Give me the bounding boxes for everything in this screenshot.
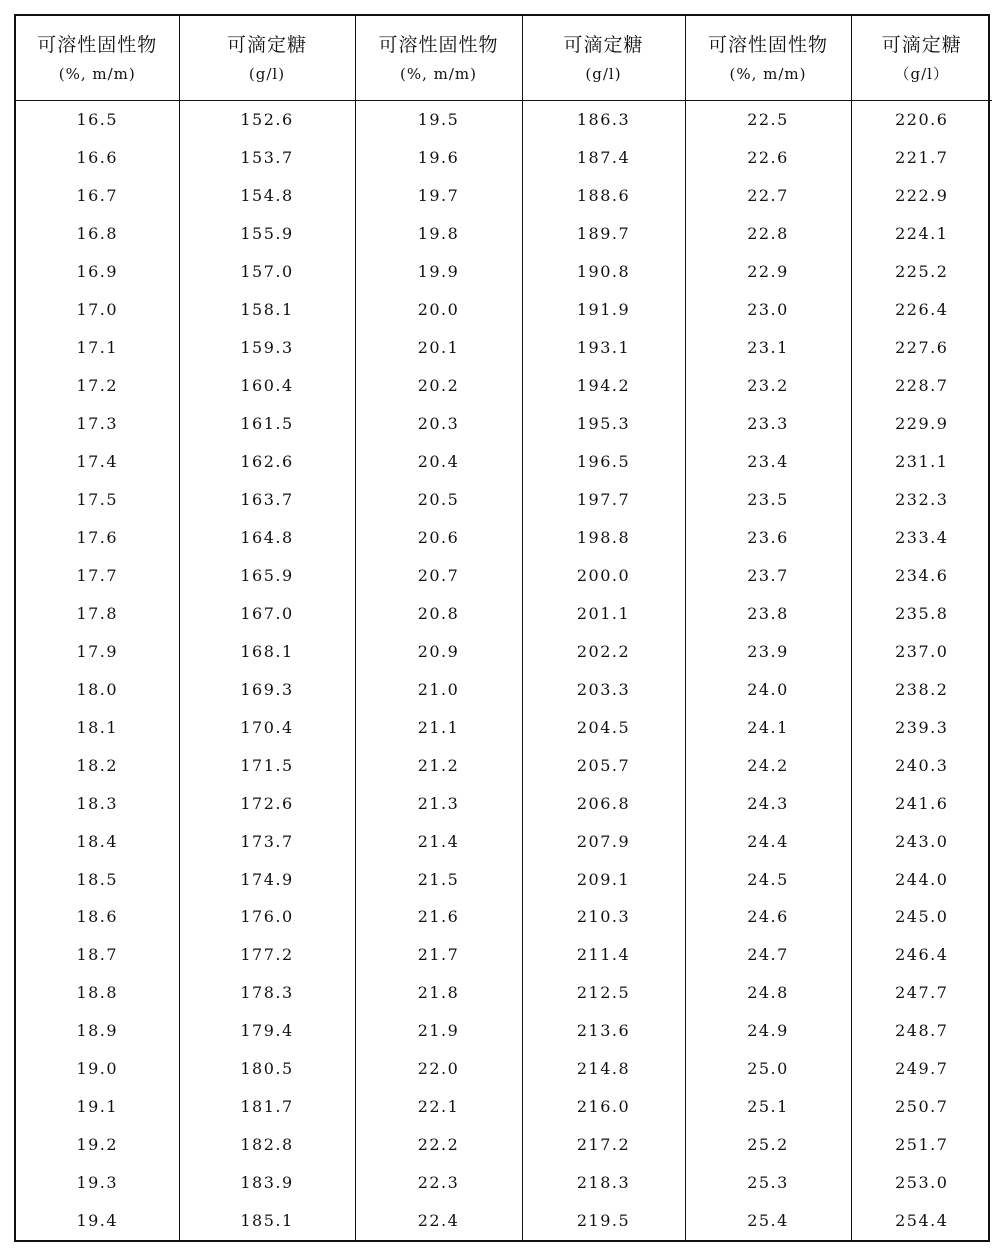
table-cell: 17.5 bbox=[16, 481, 179, 519]
table-cell: 173.7 bbox=[179, 822, 355, 860]
table-row bbox=[16, 1164, 992, 1202]
header-label: 可滴定糖 bbox=[881, 34, 962, 56]
table-cell: 200.0 bbox=[522, 556, 685, 594]
table-cell: 23.1 bbox=[685, 329, 851, 367]
table-cell: 250.7 bbox=[851, 1088, 992, 1126]
table-cell: 19.7 bbox=[355, 177, 522, 215]
table-cell: 22.2 bbox=[355, 1126, 522, 1164]
table-cell: 180.5 bbox=[179, 1050, 355, 1088]
table-cell: 240.3 bbox=[851, 746, 992, 784]
table-cell: 20.9 bbox=[355, 632, 522, 670]
table-cell: 246.4 bbox=[851, 936, 992, 974]
table-cell: 20.8 bbox=[355, 594, 522, 632]
table-cell: 228.7 bbox=[851, 367, 992, 405]
table-cell: 212.5 bbox=[522, 974, 685, 1012]
table-row bbox=[16, 177, 992, 215]
header-unit: (g/l) bbox=[585, 65, 622, 83]
table-cell: 158.1 bbox=[179, 291, 355, 329]
table-cell: 23.4 bbox=[685, 443, 851, 481]
table-row bbox=[16, 1126, 992, 1164]
header-cell-titratable-sugar-3 bbox=[851, 16, 992, 101]
table-cell: 238.2 bbox=[851, 670, 992, 708]
table-cell: 232.3 bbox=[851, 481, 992, 519]
table-body bbox=[16, 101, 992, 1241]
table-row bbox=[16, 556, 992, 594]
table-cell: 19.1 bbox=[16, 1088, 179, 1126]
table-row bbox=[16, 708, 992, 746]
table-cell: 254.4 bbox=[851, 1202, 992, 1240]
table-cell: 24.1 bbox=[685, 708, 851, 746]
table-cell: 21.3 bbox=[355, 784, 522, 822]
table-cell: 171.5 bbox=[179, 746, 355, 784]
header-label: 可滴定糖 bbox=[563, 34, 644, 56]
table-cell: 20.0 bbox=[355, 291, 522, 329]
table-cell: 205.7 bbox=[522, 746, 685, 784]
table-cell: 20.5 bbox=[355, 481, 522, 519]
table-cell: 16.9 bbox=[16, 253, 179, 291]
table-cell: 177.2 bbox=[179, 936, 355, 974]
table-cell: 16.6 bbox=[16, 139, 179, 177]
table-cell: 231.1 bbox=[851, 443, 992, 481]
table-cell: 224.1 bbox=[851, 215, 992, 253]
table-cell: 213.6 bbox=[522, 1012, 685, 1050]
table-row bbox=[16, 974, 992, 1012]
table-cell: 24.9 bbox=[685, 1012, 851, 1050]
table-cell: 187.4 bbox=[522, 139, 685, 177]
table-cell: 253.0 bbox=[851, 1164, 992, 1202]
table-cell: 17.6 bbox=[16, 518, 179, 556]
table-cell: 17.3 bbox=[16, 405, 179, 443]
table-cell: 16.8 bbox=[16, 215, 179, 253]
table-row bbox=[16, 481, 992, 519]
table-cell: 189.7 bbox=[522, 215, 685, 253]
table-cell: 17.9 bbox=[16, 632, 179, 670]
table-cell: 191.9 bbox=[522, 291, 685, 329]
table-row bbox=[16, 518, 992, 556]
table-cell: 22.3 bbox=[355, 1164, 522, 1202]
table-cell: 188.6 bbox=[522, 177, 685, 215]
table-row bbox=[16, 746, 992, 784]
table-cell: 209.1 bbox=[522, 860, 685, 898]
table-row bbox=[16, 101, 992, 139]
table-cell: 165.9 bbox=[179, 556, 355, 594]
table-cell: 217.2 bbox=[522, 1126, 685, 1164]
table-cell: 23.0 bbox=[685, 291, 851, 329]
table-cell: 24.0 bbox=[685, 670, 851, 708]
table-cell: 16.7 bbox=[16, 177, 179, 215]
table-cell: 21.9 bbox=[355, 1012, 522, 1050]
table-cell: 193.1 bbox=[522, 329, 685, 367]
conversion-table-frame bbox=[14, 14, 990, 1242]
table-cell: 155.9 bbox=[179, 215, 355, 253]
table-row bbox=[16, 291, 992, 329]
header-unit: (%, m/m) bbox=[58, 65, 136, 83]
table-cell: 174.9 bbox=[179, 860, 355, 898]
table-cell: 21.4 bbox=[355, 822, 522, 860]
table-cell: 186.3 bbox=[522, 101, 685, 139]
table-row bbox=[16, 253, 992, 291]
table-cell: 157.0 bbox=[179, 253, 355, 291]
table-cell: 25.3 bbox=[685, 1164, 851, 1202]
table-cell: 21.5 bbox=[355, 860, 522, 898]
table-cell: 16.5 bbox=[16, 101, 179, 139]
table-cell: 17.1 bbox=[16, 329, 179, 367]
table-cell: 203.3 bbox=[522, 670, 685, 708]
table-row bbox=[16, 139, 992, 177]
table-cell: 22.9 bbox=[685, 253, 851, 291]
table-cell: 24.7 bbox=[685, 936, 851, 974]
table-row bbox=[16, 405, 992, 443]
table-cell: 161.5 bbox=[179, 405, 355, 443]
table-cell: 239.3 bbox=[851, 708, 992, 746]
table-row bbox=[16, 1012, 992, 1050]
table-cell: 17.8 bbox=[16, 594, 179, 632]
table-cell: 197.7 bbox=[522, 481, 685, 519]
table-cell: 21.1 bbox=[355, 708, 522, 746]
table-cell: 25.1 bbox=[685, 1088, 851, 1126]
table-row bbox=[16, 329, 992, 367]
table-cell: 153.7 bbox=[179, 139, 355, 177]
table-cell: 168.1 bbox=[179, 632, 355, 670]
table-cell: 210.3 bbox=[522, 898, 685, 936]
table-cell: 18.2 bbox=[16, 746, 179, 784]
table-cell: 202.2 bbox=[522, 632, 685, 670]
table-cell: 18.9 bbox=[16, 1012, 179, 1050]
header-unit: (g/l) bbox=[248, 65, 286, 83]
table-cell: 162.6 bbox=[179, 443, 355, 481]
table-cell: 20.7 bbox=[355, 556, 522, 594]
table-cell: 19.3 bbox=[16, 1164, 179, 1202]
table-cell: 18.1 bbox=[16, 708, 179, 746]
header-cell-soluble-solids-2 bbox=[355, 16, 522, 101]
table-cell: 172.6 bbox=[179, 784, 355, 822]
table-cell: 182.8 bbox=[179, 1126, 355, 1164]
table-cell: 19.8 bbox=[355, 215, 522, 253]
table-cell: 164.8 bbox=[179, 518, 355, 556]
table-row bbox=[16, 936, 992, 974]
table-cell: 17.2 bbox=[16, 367, 179, 405]
table-cell: 17.7 bbox=[16, 556, 179, 594]
table-cell: 196.5 bbox=[522, 443, 685, 481]
header-unit: (%, m/m) bbox=[400, 65, 477, 83]
table-cell: 245.0 bbox=[851, 898, 992, 936]
table-cell: 25.2 bbox=[685, 1126, 851, 1164]
table-cell: 221.7 bbox=[851, 139, 992, 177]
table-row bbox=[16, 443, 992, 481]
table-cell: 237.0 bbox=[851, 632, 992, 670]
table-cell: 20.3 bbox=[355, 405, 522, 443]
table-cell: 24.5 bbox=[685, 860, 851, 898]
table-cell: 22.1 bbox=[355, 1088, 522, 1126]
table-cell: 207.9 bbox=[522, 822, 685, 860]
header-label: 可溶性固性物 bbox=[707, 34, 828, 56]
header-unit: (%, m/m) bbox=[729, 65, 807, 83]
table-cell: 222.9 bbox=[851, 177, 992, 215]
table-cell: 229.9 bbox=[851, 405, 992, 443]
table-row bbox=[16, 784, 992, 822]
table-cell: 21.8 bbox=[355, 974, 522, 1012]
table-cell: 19.4 bbox=[16, 1202, 179, 1240]
table-cell: 18.3 bbox=[16, 784, 179, 822]
table-cell: 159.3 bbox=[179, 329, 355, 367]
table-row bbox=[16, 670, 992, 708]
table-cell: 23.6 bbox=[685, 518, 851, 556]
table-cell: 176.0 bbox=[179, 898, 355, 936]
table-cell: 194.2 bbox=[522, 367, 685, 405]
table-cell: 23.2 bbox=[685, 367, 851, 405]
table-cell: 241.6 bbox=[851, 784, 992, 822]
table-cell: 185.1 bbox=[179, 1202, 355, 1240]
table-cell: 25.0 bbox=[685, 1050, 851, 1088]
table-cell: 190.8 bbox=[522, 253, 685, 291]
table-cell: 154.8 bbox=[179, 177, 355, 215]
table-cell: 211.4 bbox=[522, 936, 685, 974]
table-cell: 248.7 bbox=[851, 1012, 992, 1050]
table-cell: 22.6 bbox=[685, 139, 851, 177]
table-cell: 18.5 bbox=[16, 860, 179, 898]
table-cell: 219.5 bbox=[522, 1202, 685, 1240]
table-cell: 181.7 bbox=[179, 1088, 355, 1126]
header-cell-titratable-sugar-1 bbox=[179, 16, 355, 101]
table-cell: 18.6 bbox=[16, 898, 179, 936]
table-row bbox=[16, 860, 992, 898]
table-cell: 19.6 bbox=[355, 139, 522, 177]
table-cell: 23.3 bbox=[685, 405, 851, 443]
table-header bbox=[16, 16, 992, 101]
table-cell: 21.7 bbox=[355, 936, 522, 974]
table-cell: 19.2 bbox=[16, 1126, 179, 1164]
table-cell: 20.4 bbox=[355, 443, 522, 481]
table-cell: 20.6 bbox=[355, 518, 522, 556]
table-cell: 163.7 bbox=[179, 481, 355, 519]
table-cell: 25.4 bbox=[685, 1202, 851, 1240]
table-cell: 251.7 bbox=[851, 1126, 992, 1164]
table-cell: 18.0 bbox=[16, 670, 179, 708]
table-cell: 226.4 bbox=[851, 291, 992, 329]
table-cell: 23.8 bbox=[685, 594, 851, 632]
table-cell: 23.9 bbox=[685, 632, 851, 670]
table-cell: 233.4 bbox=[851, 518, 992, 556]
table-row bbox=[16, 215, 992, 253]
table-cell: 169.3 bbox=[179, 670, 355, 708]
table-cell: 18.8 bbox=[16, 974, 179, 1012]
table-cell: 22.5 bbox=[685, 101, 851, 139]
table-cell: 160.4 bbox=[179, 367, 355, 405]
table-row bbox=[16, 822, 992, 860]
table-cell: 198.8 bbox=[522, 518, 685, 556]
header-row bbox=[16, 16, 992, 101]
table-row bbox=[16, 367, 992, 405]
table-cell: 204.5 bbox=[522, 708, 685, 746]
table-cell: 243.0 bbox=[851, 822, 992, 860]
table-cell: 206.8 bbox=[522, 784, 685, 822]
table-cell: 170.4 bbox=[179, 708, 355, 746]
header-cell-soluble-solids-3 bbox=[685, 16, 851, 101]
table-cell: 179.4 bbox=[179, 1012, 355, 1050]
table-cell: 21.6 bbox=[355, 898, 522, 936]
header-unit: （g/l） bbox=[894, 65, 949, 83]
table-cell: 235.8 bbox=[851, 594, 992, 632]
table-cell: 24.3 bbox=[685, 784, 851, 822]
table-cell: 23.7 bbox=[685, 556, 851, 594]
table-row bbox=[16, 1202, 992, 1240]
table-row bbox=[16, 1088, 992, 1126]
table-cell: 20.2 bbox=[355, 367, 522, 405]
sugar-conversion-table bbox=[16, 16, 992, 1240]
table-cell: 19.0 bbox=[16, 1050, 179, 1088]
table-cell: 20.1 bbox=[355, 329, 522, 367]
table-cell: 21.2 bbox=[355, 746, 522, 784]
table-cell: 201.1 bbox=[522, 594, 685, 632]
table-cell: 18.4 bbox=[16, 822, 179, 860]
table-cell: 19.9 bbox=[355, 253, 522, 291]
table-cell: 220.6 bbox=[851, 101, 992, 139]
table-row bbox=[16, 898, 992, 936]
table-row bbox=[16, 594, 992, 632]
table-cell: 225.2 bbox=[851, 253, 992, 291]
table-cell: 249.7 bbox=[851, 1050, 992, 1088]
table-cell: 214.8 bbox=[522, 1050, 685, 1088]
table-cell: 244.0 bbox=[851, 860, 992, 898]
header-cell-titratable-sugar-2 bbox=[522, 16, 685, 101]
table-cell: 24.8 bbox=[685, 974, 851, 1012]
table-cell: 23.5 bbox=[685, 481, 851, 519]
table-cell: 234.6 bbox=[851, 556, 992, 594]
table-cell: 22.4 bbox=[355, 1202, 522, 1240]
table-cell: 17.4 bbox=[16, 443, 179, 481]
table-cell: 18.7 bbox=[16, 936, 179, 974]
table-cell: 22.7 bbox=[685, 177, 851, 215]
table-cell: 183.9 bbox=[179, 1164, 355, 1202]
table-cell: 195.3 bbox=[522, 405, 685, 443]
header-cell-soluble-solids-1 bbox=[16, 16, 179, 101]
table-cell: 22.8 bbox=[685, 215, 851, 253]
header-label: 可溶性固性物 bbox=[37, 34, 158, 56]
table-cell: 218.3 bbox=[522, 1164, 685, 1202]
table-cell: 19.5 bbox=[355, 101, 522, 139]
table-cell: 24.2 bbox=[685, 746, 851, 784]
table-cell: 24.4 bbox=[685, 822, 851, 860]
table-cell: 22.0 bbox=[355, 1050, 522, 1088]
table-cell: 216.0 bbox=[522, 1088, 685, 1126]
table-cell: 24.6 bbox=[685, 898, 851, 936]
table-cell: 21.0 bbox=[355, 670, 522, 708]
table-cell: 178.3 bbox=[179, 974, 355, 1012]
table-cell: 167.0 bbox=[179, 594, 355, 632]
header-label: 可滴定糖 bbox=[226, 34, 307, 56]
table-row bbox=[16, 1050, 992, 1088]
table-row bbox=[16, 632, 992, 670]
table-cell: 17.0 bbox=[16, 291, 179, 329]
table-cell: 227.6 bbox=[851, 329, 992, 367]
table-cell: 247.7 bbox=[851, 974, 992, 1012]
table-cell: 152.6 bbox=[179, 101, 355, 139]
header-label: 可溶性固性物 bbox=[378, 34, 499, 56]
